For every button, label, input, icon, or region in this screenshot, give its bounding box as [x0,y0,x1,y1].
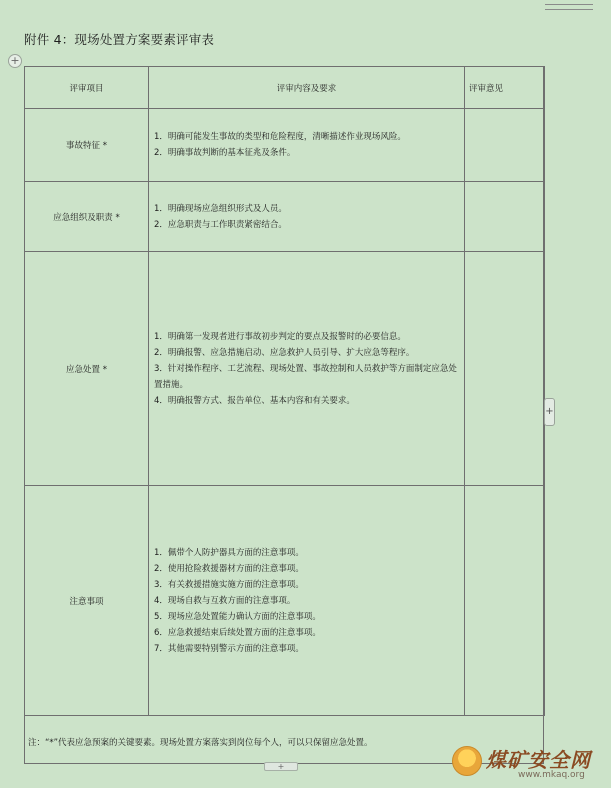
criteria-line: 4．现场自救与互救方面的注意事项。 [154,595,296,606]
watermark-url: www.mkaq.org [518,770,585,780]
criteria-line: 2．使用抢险救援器材方面的注意事项。 [154,563,304,574]
criteria-line: 5．现场应急处置能力确认方面的注意事项。 [154,611,321,622]
header-item: 评审项目 [25,67,149,109]
row-criteria [149,109,465,182]
criteria-line: 1．明确第一发现者进行事故初步判定的要点及报警时的必要信息。 [154,331,406,342]
criteria-line: 7．其他需要特别警示方面的注意事项。 [154,643,304,654]
expand-side-button[interactable]: + [544,398,555,426]
header-opinion: 评审意见 [465,67,545,109]
row-criteria [149,252,465,486]
row-opinion-cell[interactable] [465,252,545,486]
criteria-line: 3．针对操作程序、工艺流程、现场处置、事故控制和人员救护等方面制定应急处置措施。 [154,363,457,390]
criteria-line: 1．佩带个人防护器具方面的注意事项。 [154,547,304,558]
review-table [24,66,545,716]
row-opinion-cell[interactable] [465,109,545,182]
page-edge-line [545,9,593,10]
criteria-line: 3．有关救援措施实施方面的注意事项。 [154,579,304,590]
criteria-line: 1．明确可能发生事故的类型和危险程度，清晰描述作业现场风险。 [154,132,406,142]
sun-logo-icon [452,746,482,776]
table-row [25,252,545,486]
table-row [25,109,545,182]
criteria-line: 1．明确现场应急组织形式及人员。 [154,203,287,214]
criteria-line: 2．明确事故判断的基本征兆及条件。 [154,148,296,158]
table-move-handle-icon[interactable]: + [8,54,22,68]
table-row [25,486,545,716]
expand-bottom-button[interactable]: + [264,762,298,771]
row-criteria [149,486,465,716]
row-item-label: 应急处置 * [25,252,149,486]
table-header-row [25,67,545,109]
watermark-brand: 煤矿安全网 [486,748,591,772]
header-criteria: 评审内容及要求 [149,67,465,109]
table-footnote: 注：“*”代表应急预案的关键要素。现场处置方案落实到岗位每个人，可以只保留应急处置。 [28,738,373,748]
row-item-label: 注意事项 [25,486,149,716]
criteria-line: 2．明确报警、应急措施启动、应急救护人员引导、扩大应急等程序。 [154,347,415,358]
criteria-line: 4．明确报警方式、报告单位、基本内容和有关要求。 [154,395,355,406]
page-edge-line [545,4,593,5]
table-row [25,182,545,252]
row-item-label: 事故特征 * [25,109,149,182]
row-criteria [149,182,465,252]
row-opinion-cell[interactable] [465,182,545,252]
page-title: 附件 4：现场处置方案要素评审表 [24,32,215,47]
watermark-logo [452,744,602,784]
row-item-label: 应急组织及职责 * [25,182,149,252]
criteria-line: 6．应急救援结束后续处置方面的注意事项。 [154,627,321,638]
row-opinion-cell[interactable] [465,486,545,716]
criteria-line: 2．应急职责与工作职责紧密结合。 [154,219,287,230]
